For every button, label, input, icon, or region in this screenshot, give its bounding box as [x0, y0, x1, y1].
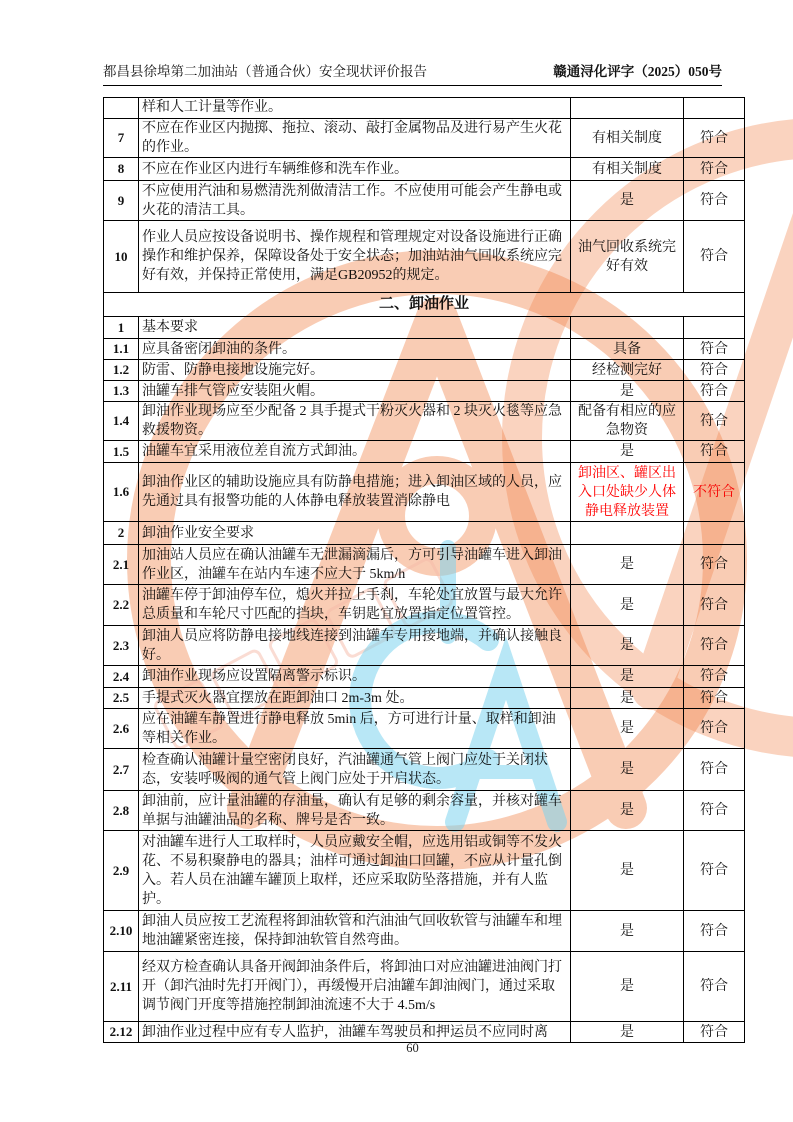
table-row: [104, 441, 745, 463]
conclusion-cell: 符合: [684, 545, 745, 585]
report-title: 都昌县徐埠第二加油站（普通合伙）安全现状评价报告: [103, 64, 427, 79]
section-header-row: [104, 293, 745, 317]
requirement-text-cell: 作业人员应按设备说明书、操作规程和管理规定对设备设施进行正确操作和维护保养，保障设备处于安全状态；加油站油气回收系统应完好有效，并保持正常使用，满足GB20952的规定。: [139, 221, 571, 293]
table-row: [104, 98, 745, 119]
conclusion-cell: 符合: [684, 339, 745, 360]
status-cell: [571, 317, 684, 339]
requirement-text-cell: 卸油前，应计量油罐的存油量，确认有足够的剩余容量，并核对罐车单据与油罐油品的名称、牌号是否一致。: [139, 791, 571, 831]
requirement-text-cell: 卸油人员应按工艺流程将卸油软管和汽油油气回收软管与油罐车和埋地油罐紧密连接，保持卸油软管自然弯曲。: [139, 911, 571, 952]
requirement-text-cell: 对油罐车进行人工取样时，人员应戴安全帽，应选用铝或铜等不发火花、不易积聚静电的器具；油样可通过卸油口回罐，不应从计量孔倒入。若人员在油罐车罐顶上取样，还应采取防坠落措施，并有人监护。: [139, 831, 571, 911]
status-cell: [571, 522, 684, 545]
conclusion-cell: 符合: [684, 749, 745, 791]
requirement-text-cell: 检查确认油罐计量空密闭良好，汽油罐通气管上阀门应处于关闭状态，安装呼吸阀的通气管上阀门应处于开启状态。: [139, 749, 571, 791]
status-cell: 是: [571, 952, 684, 1022]
conclusion-cell: [684, 317, 745, 339]
row-number-cell: 1.6: [104, 463, 139, 522]
conclusion-cell: 符合: [684, 441, 745, 463]
conclusion-cell: 符合: [684, 360, 745, 381]
requirement-text-cell: 加油站人员应在确认油罐车无泄漏滴漏后，方可引导油罐车进入卸油作业区，油罐车在站内车速不应大于 5km/h: [139, 545, 571, 585]
table-row: [104, 221, 745, 293]
requirement-text-cell: 卸油作业现场应至少配备 2 具手提式干粉灭火器和 2 块灭火毯等应急救援物资。: [139, 402, 571, 441]
status-cell: 是: [571, 1022, 684, 1043]
requirement-text-cell: 油罐车停于卸油停车位，熄火并拉上手刹，车轮处宜放置与最大允许总质量和车轮尺寸匹配的挡块，车钥匙宜放置指定位置管控。: [139, 585, 571, 626]
table-row: [104, 381, 745, 402]
status-cell: 是: [571, 381, 684, 402]
requirement-text-cell: 手提式灭火器宜摆放在距卸油口 2m-3m 处。: [139, 688, 571, 709]
requirement-text-cell: 油罐车排气管应安装阻火帽。: [139, 381, 571, 402]
row-number-cell: 2.5: [104, 688, 139, 709]
table-row: [104, 749, 745, 791]
table-row: [104, 119, 745, 158]
row-number-cell: 2.7: [104, 749, 139, 791]
conclusion-cell: 符合: [684, 709, 745, 749]
status-cell: 是: [571, 545, 684, 585]
status-cell: 是: [571, 626, 684, 666]
table-row: [104, 952, 745, 1022]
row-number-cell: 1: [104, 317, 139, 339]
status-cell: 配备有相应的应急物资: [571, 402, 684, 441]
row-number-cell: 8: [104, 158, 139, 181]
page-header: [103, 62, 722, 86]
conclusion-cell: 符合: [684, 666, 745, 688]
status-cell: 是: [571, 791, 684, 831]
doc-number: 赣通浔化评字（2025）050号: [553, 64, 722, 79]
table-row: [104, 831, 745, 911]
table-row: [104, 463, 745, 522]
row-number-cell: 2.1: [104, 545, 139, 585]
table-row: [104, 181, 745, 221]
requirement-text-cell: 基本要求: [139, 317, 571, 339]
page-number: 60: [406, 1041, 419, 1055]
table-row: [104, 626, 745, 666]
table-row: [104, 339, 745, 360]
row-number-cell: [104, 98, 139, 119]
requirement-text-cell: 卸油作业区的辅助设施应具有防静电措施；进入卸油区域的人员，应先通过具有报警功能的人体静电释放装置消除静电: [139, 463, 571, 522]
status-cell: 是: [571, 585, 684, 626]
row-number-cell: 2.2: [104, 585, 139, 626]
row-number-cell: 1.5: [104, 441, 139, 463]
section-title: 二、卸油作业: [104, 293, 745, 317]
conclusion-cell: 符合: [684, 221, 745, 293]
conclusion-cell: 符合: [684, 381, 745, 402]
requirement-text-cell: 应具备密闭卸油的条件。: [139, 339, 571, 360]
requirement-text-cell: 卸油作业过程中应有专人监护，油罐车驾驶员和押运员不应同时离: [139, 1022, 571, 1043]
row-number-cell: 7: [104, 119, 139, 158]
conclusion-cell: 符合: [684, 831, 745, 911]
conclusion-cell: 符合: [684, 911, 745, 952]
table-row: [104, 791, 745, 831]
status-cell: 有相关制度: [571, 119, 684, 158]
requirement-text-cell: 应在油罐车静置进行静电释放 5min 后，方可进行计量、取样和卸油等相关作业。: [139, 709, 571, 749]
table-row: [104, 360, 745, 381]
row-number-cell: 1.2: [104, 360, 139, 381]
status-cell: 具备: [571, 339, 684, 360]
requirement-text-cell: 卸油作业现场应设置隔离警示标识。: [139, 666, 571, 688]
row-number-cell: 2.4: [104, 666, 139, 688]
conclusion-cell: 符合: [684, 1022, 745, 1043]
requirement-text-cell: 防雷、防静电接地设施完好。: [139, 360, 571, 381]
status-cell: 是: [571, 831, 684, 911]
row-number-cell: 1.1: [104, 339, 139, 360]
row-number-cell: 9: [104, 181, 139, 221]
row-number-cell: 2: [104, 522, 139, 545]
status-cell: 有相关制度: [571, 158, 684, 181]
row-number-cell: 2.3: [104, 626, 139, 666]
table-row: [104, 585, 745, 626]
conclusion-cell: 符合: [684, 119, 745, 158]
table-row: [104, 158, 745, 181]
conclusion-cell: [684, 522, 745, 545]
status-cell: 卸油区、罐区出入口处缺少人体静电释放装置: [571, 463, 684, 522]
conclusion-cell: 符合: [684, 158, 745, 181]
row-number-cell: 10: [104, 221, 139, 293]
conclusion-cell: 符合: [684, 791, 745, 831]
row-number-cell: 2.11: [104, 952, 139, 1022]
requirement-text-cell: 不应在作业区内抛掷、拖拉、滚动、敲打金属物品及进行易产生火花的作业。: [139, 119, 571, 158]
row-number-cell: 2.9: [104, 831, 139, 911]
status-cell: 是: [571, 749, 684, 791]
table-row: [104, 402, 745, 441]
conclusion-cell: 符合: [684, 952, 745, 1022]
table-row: [104, 911, 745, 952]
table-row: [104, 666, 745, 688]
status-cell: 经检测完好: [571, 360, 684, 381]
table-row: [104, 545, 745, 585]
row-number-cell: 1.3: [104, 381, 139, 402]
table-row: [104, 709, 745, 749]
row-number-cell: 2.12: [104, 1022, 139, 1043]
table-row: [104, 688, 745, 709]
status-cell: 是: [571, 666, 684, 688]
requirement-text-cell: 样和人工计量等作业。: [139, 98, 571, 119]
row-number-cell: 2.10: [104, 911, 139, 952]
row-number-cell: 2.8: [104, 791, 139, 831]
status-cell: [571, 98, 684, 119]
conclusion-cell: [684, 98, 745, 119]
appraisal-table: [103, 97, 745, 1043]
table-row: [104, 522, 745, 545]
conclusion-cell: 符合: [684, 688, 745, 709]
status-cell: 是: [571, 181, 684, 221]
conclusion-cell: 符合: [684, 402, 745, 441]
conclusion-cell: 符合: [684, 585, 745, 626]
status-cell: 是: [571, 688, 684, 709]
requirement-text-cell: 油罐车宜采用液位差自流方式卸油。: [139, 441, 571, 463]
status-cell: 是: [571, 709, 684, 749]
requirement-text-cell: 不应在作业区内进行车辆维修和洗车作业。: [139, 158, 571, 181]
conclusion-cell: 符合: [684, 181, 745, 221]
conclusion-cell: 不符合: [684, 463, 745, 522]
table-row: [104, 1022, 745, 1043]
row-number-cell: 1.4: [104, 402, 139, 441]
status-cell: 油气回收系统完好有效: [571, 221, 684, 293]
status-cell: 是: [571, 911, 684, 952]
requirement-text-cell: 卸油作业安全要求: [139, 522, 571, 545]
status-cell: 是: [571, 441, 684, 463]
conclusion-cell: 符合: [684, 626, 745, 666]
requirement-text-cell: 卸油人员应将防静电接地线连接到油罐车专用接地端，并确认接触良好。: [139, 626, 571, 666]
requirement-text-cell: 经双方检查确认具备开阀卸油条件后，将卸油口对应油罐进油阀门打开（卸汽油时先打开阀门），再缓慢开启油罐车卸油阀门，通过采取调节阀门开度等措施控制卸油流速不大于 4.5m/s: [139, 952, 571, 1022]
row-number-cell: 2.6: [104, 709, 139, 749]
requirement-text-cell: 不应使用汽油和易燃清洗剂做清洁工作。不应使用可能会产生静电或火花的清洁工具。: [139, 181, 571, 221]
table-row: [104, 317, 745, 339]
